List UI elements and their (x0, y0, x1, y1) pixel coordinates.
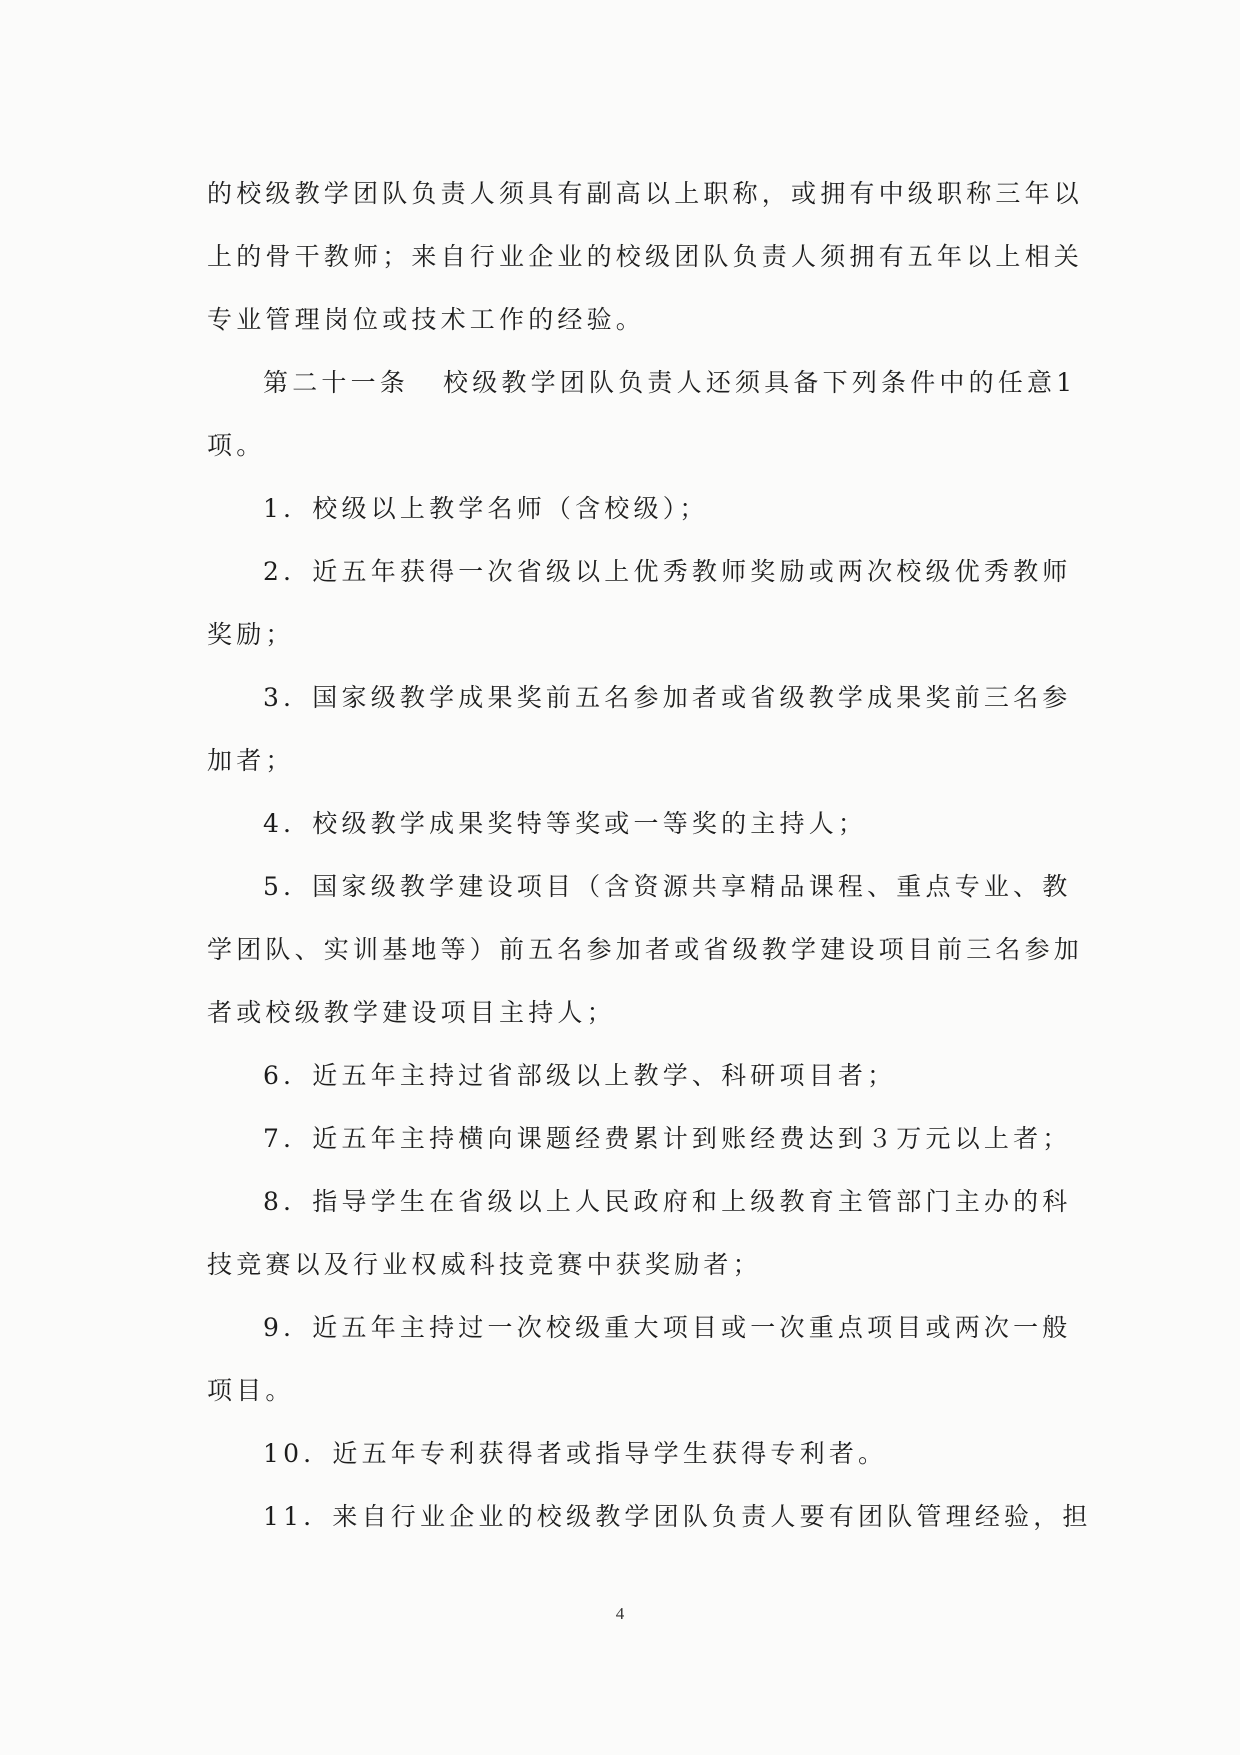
text-line: 加者； (207, 746, 295, 775)
text-line: 专业管理岗位或技术工作的经验。 (207, 305, 646, 334)
list-item: 6．近五年主持过省部级以上教学、科研项目者； (263, 1061, 897, 1090)
list-item: 1．校级以上教学名师（含校级）； (263, 494, 709, 523)
list-item: 7．近五年主持横向课题经费累计到账经费达到３万元以上者； (263, 1124, 1072, 1153)
list-item: 3．国家级教学成果奖前五名参加者或省级教学成果奖前三名参 (263, 683, 1072, 712)
list-item: 9．近五年主持过一次校级重大项目或一次重点项目或两次一般 (263, 1313, 1072, 1342)
text-line: 项目。 (207, 1376, 295, 1405)
page-number: 4 (615, 1604, 625, 1623)
article-text: 校级教学团队负责人还须具备下列条件中的任意1 (443, 368, 1077, 397)
text-line: 技竞赛以及行业权威科技竞赛中获奖励者； (207, 1250, 762, 1279)
list-item: 4．校级教学成果奖特等奖或一等奖的主持人； (263, 809, 868, 838)
text-line: 项。 (207, 431, 266, 460)
body-text (207, 162, 1092, 1548)
text-line: 者或校级教学建设项目主持人； (207, 998, 616, 1027)
text-line: 上的骨干教师；来自行业企业的校级团队负责人须拥有五年以上相关 (207, 242, 1084, 271)
list-item: 10．近五年专利获得者或指导学生获得专利者。 (263, 1439, 888, 1468)
article-number: 第二十一条 (263, 368, 410, 397)
text-line: 的校级教学团队负责人须具有副高以上职称，或拥有中级职称三年以 (207, 179, 1084, 208)
list-item: 2．近五年获得一次省级以上优秀教师奖励或两次校级优秀教师 (263, 557, 1072, 586)
text-line: 学团队、实训基地等）前五名参加者或省级教学建设项目前三名参加 (207, 935, 1084, 964)
list-item: 5．国家级教学建设项目（含资源共享精品课程、重点专业、教 (263, 872, 1072, 901)
text-line: 奖励； (207, 620, 295, 649)
list-item: 8．指导学生在省级以上人民政府和上级教育主管部门主办的科 (263, 1187, 1072, 1216)
article-heading-line (207, 351, 1077, 414)
list-item: 11．来自行业企业的校级教学团队负责人要有团队管理经验，担 (263, 1502, 1092, 1531)
